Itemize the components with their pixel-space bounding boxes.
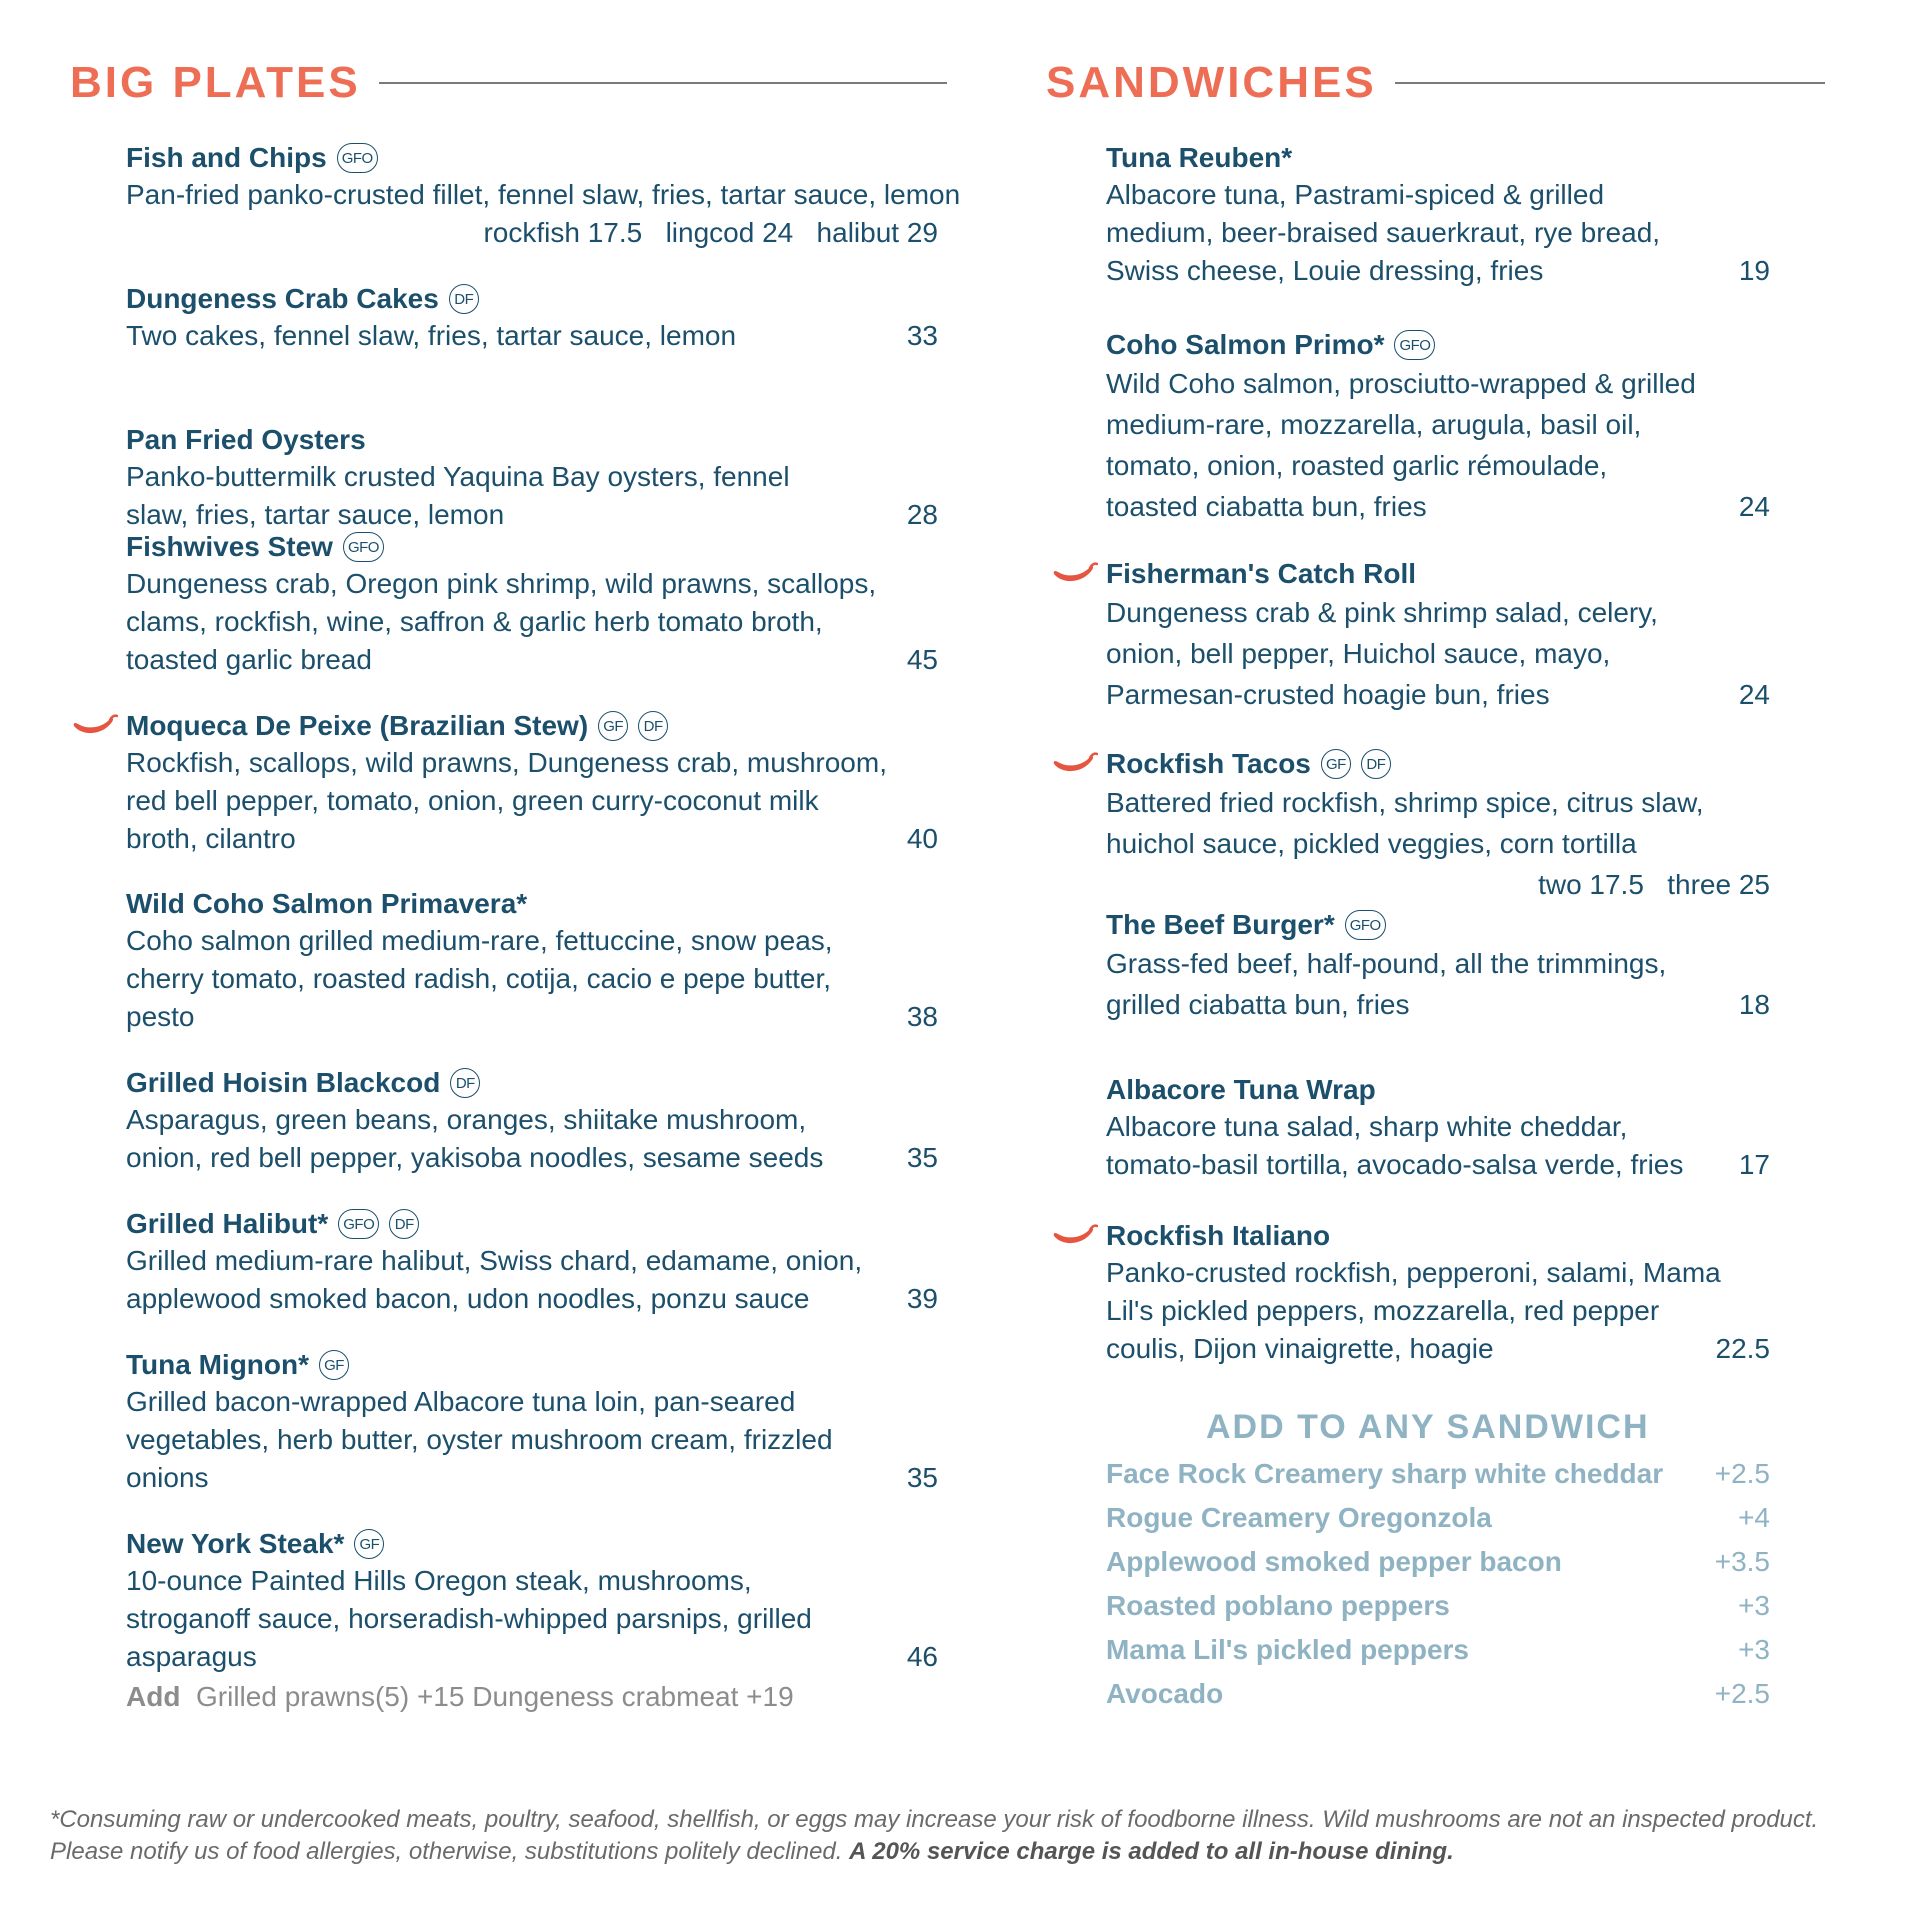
add-on-row-mama-lil-s-pickled-peppers	[1106, 1634, 1770, 1666]
item-name-row	[126, 886, 938, 922]
add-on-name: Mama Lil's pickled peppers	[1106, 1634, 1470, 1665]
item-description-line: Two cakes, fennel slaw, fries, tartar sauce, lemon	[126, 320, 737, 351]
item-price: 45	[906, 644, 938, 675]
item-name-row	[1106, 1072, 1770, 1108]
item-description-line: onion, bell pepper, Huichol sauce, mayo,	[1106, 638, 1611, 669]
item-description-line: tomato-basil tortilla, avocado-salsa verde, fries	[1106, 1149, 1684, 1180]
item-description-line: slaw, fries, tartar sauce, lemon	[126, 499, 505, 530]
footnote-service-charge: A 20% service charge is added to all in-house dining.	[849, 1838, 1454, 1865]
item-description-line: pesto	[126, 1001, 195, 1032]
item-name: Moqueca De Peixe (Brazilian Stew)	[126, 710, 589, 741]
item-price-options: rockfish 17.5 lingcod 24 halibut 29	[483, 217, 938, 248]
item-description-line: Albacore tuna salad, sharp white cheddar,	[1106, 1111, 1628, 1142]
item-description-line: Lil's pickled peppers, mozzarella, red pepper	[1106, 1295, 1660, 1326]
item-price: 17	[1738, 1149, 1770, 1180]
item-description-line: applewood smoked bacon, udon noodles, ponzu sauce	[126, 1283, 810, 1314]
menu-item-moqueca-de-peixe-brazilian-stew	[126, 708, 938, 858]
item-description-line: vegetables, herb butter, oyster mushroom cream, frizzled	[126, 1424, 833, 1455]
menu-item-wild-coho-salmon-primavera	[126, 886, 938, 1036]
item-name: Fish and Chips	[126, 142, 327, 173]
item-price: 35	[906, 1462, 938, 1493]
item-name-row	[1106, 140, 1770, 176]
sandwiches-rule	[1395, 82, 1825, 84]
dietary-badge-df: DF	[450, 1068, 480, 1098]
dietary-badge-gf: GF	[354, 1529, 384, 1559]
chili-pepper-icon	[1052, 562, 1098, 588]
item-name-row	[126, 140, 938, 176]
add-on-row-roasted-poblano-peppers	[1106, 1590, 1770, 1622]
menu-item-pan-fried-oysters	[126, 422, 938, 534]
item-name: New York Steak*	[126, 1528, 345, 1559]
dietary-badge-gfo: GFO	[343, 532, 384, 562]
item-description-line: toasted garlic bread	[126, 644, 372, 675]
addon-text: Grilled prawns(5) +15 Dungeness crabmeat +19	[196, 1681, 794, 1712]
item-name: Pan Fried Oysters	[126, 424, 366, 455]
big-plates-header	[70, 58, 947, 108]
item-price: 35	[906, 1142, 938, 1173]
dietary-badge-gf: GF	[598, 711, 628, 741]
dietary-badge-df: DF	[1361, 749, 1391, 779]
menu-item-coho-salmon-primo	[1106, 327, 1770, 527]
dietary-badge-df: DF	[389, 1209, 419, 1239]
add-on-name: Face Rock Creamery sharp white cheddar	[1106, 1458, 1664, 1489]
add-on-name: Applewood smoked pepper bacon	[1106, 1546, 1562, 1577]
menu-item-grilled-hoisin-blackcod	[126, 1065, 938, 1177]
item-description-line: Wild Coho salmon, prosciutto-wrapped & grilled	[1106, 368, 1696, 399]
item-price: 24	[1738, 491, 1770, 522]
item-description-line: cherry tomato, roasted radish, cotija, cacio e pepe butter,	[126, 963, 832, 994]
item-description-line: Grass-fed beef, half-pound, all the trimmings,	[1106, 948, 1667, 979]
menu-item-fish-and-chips	[126, 140, 961, 252]
chili-pepper-icon	[72, 714, 118, 740]
item-name: Fishwives Stew	[126, 531, 333, 562]
add-on-price: +3	[1738, 1590, 1770, 1621]
item-description-line: Dungeness crab & pink shrimp salad, celery,	[1106, 597, 1658, 628]
dietary-badge-df: DF	[638, 711, 668, 741]
dietary-badge-gf: GF	[1321, 749, 1351, 779]
add-on-price: +3.5	[1714, 1546, 1770, 1577]
item-name-row	[1106, 556, 1770, 592]
dietary-badge-gfo: GFO	[1394, 330, 1435, 360]
item-description-line: Coho salmon grilled medium-rare, fettuccine, snow peas,	[126, 925, 833, 956]
item-name: Albacore Tuna Wrap	[1106, 1074, 1376, 1105]
item-name: Grilled Hoisin Blackcod	[126, 1067, 441, 1098]
item-description-line: coulis, Dijon vinaigrette, hoagie	[1106, 1333, 1494, 1364]
add-to-sandwich-title: ADD TO ANY SANDWICH	[1206, 1408, 1650, 1446]
item-name-row	[126, 422, 938, 458]
item-description-line: medium, beer-braised sauerkraut, rye bread,	[1106, 217, 1661, 248]
item-price: 24	[1738, 679, 1770, 710]
menu-item-the-beef-burger	[1106, 907, 1770, 1025]
menu-item-dungeness-crab-cakes	[126, 281, 938, 355]
dietary-badge-gfo: GFO	[337, 143, 378, 173]
item-name-row	[126, 529, 938, 565]
item-description-line: broth, cilantro	[126, 823, 296, 854]
item-description-line: asparagus	[126, 1641, 257, 1672]
menu-item-fishwives-stew	[126, 529, 938, 679]
item-description-line: Albacore tuna, Pastrami-spiced & grilled	[1106, 179, 1605, 210]
item-price: 28	[906, 499, 938, 530]
item-price: 22.5	[1715, 1333, 1770, 1364]
addon-label: Add	[126, 1681, 181, 1712]
item-name: Rockfish Tacos	[1106, 748, 1311, 779]
menu-item-tuna-reuben	[1106, 140, 1770, 290]
big-plates-title: BIG PLATES	[70, 58, 361, 107]
add-on-name: Rogue Creamery Oregonzola	[1106, 1502, 1492, 1533]
item-name-row	[1106, 327, 1770, 363]
menu-item-fisherman-s-catch-roll	[1106, 556, 1770, 715]
item-description-line: 10-ounce Painted Hills Oregon steak, mushrooms,	[126, 1565, 752, 1596]
add-on-price: +4	[1738, 1502, 1770, 1533]
add-on-name: Roasted poblano peppers	[1106, 1590, 1450, 1621]
item-name: Dungeness Crab Cakes	[126, 283, 439, 314]
item-description-line: clams, rockfish, wine, saffron & garlic herb tomato broth,	[126, 606, 823, 637]
item-description-line: Asparagus, green beans, oranges, shiitake mushroom,	[126, 1104, 807, 1135]
item-name-row	[126, 1526, 938, 1562]
item-price: 40	[906, 823, 938, 854]
item-name-row	[126, 281, 938, 317]
item-description-line: grilled ciabatta bun, fries	[1106, 989, 1410, 1020]
item-description-line: Swiss cheese, Louie dressing, fries	[1106, 255, 1544, 286]
chili-pepper-icon	[1052, 752, 1098, 778]
add-on-name: Avocado	[1106, 1678, 1224, 1709]
item-description-line: tomato, onion, roasted garlic rémoulade,	[1106, 450, 1608, 481]
item-name: Wild Coho Salmon Primavera*	[126, 888, 528, 919]
add-on-price: +2.5	[1714, 1458, 1770, 1489]
item-description-line: Parmesan-crusted hoagie bun, fries	[1106, 679, 1550, 710]
item-description-line: Panko-crusted rockfish, pepperoni, salami, Mama	[1106, 1257, 1721, 1288]
item-price: 19	[1738, 255, 1770, 286]
item-description-line: medium-rare, mozzarella, arugula, basil oil,	[1106, 409, 1642, 440]
sandwiches-title: SANDWICHES	[1046, 58, 1377, 107]
item-description-line: Grilled bacon-wrapped Albacore tuna loin, pan-seared	[126, 1386, 796, 1417]
item-description-line: onions	[126, 1462, 209, 1493]
item-description-line: huichol sauce, pickled veggies, corn tortilla	[1106, 828, 1637, 859]
menu-item-albacore-tuna-wrap	[1106, 1072, 1770, 1184]
add-on-row-avocado	[1106, 1678, 1770, 1710]
add-on-row-face-rock-creamery-sharp-white-cheddar	[1106, 1458, 1770, 1490]
item-description-line: stroganoff sauce, horseradish-whipped parsnips, grilled	[126, 1603, 812, 1634]
dietary-badge-gfo: GFO	[1345, 910, 1386, 940]
item-name: Tuna Mignon*	[126, 1349, 309, 1380]
add-on-row-rogue-creamery-oregonzola	[1106, 1502, 1770, 1534]
footnote-line-1: *Consuming raw or undercooked meats, poultry, seafood, shellfish, or eggs may increase your risk of foodborne illness. Wild mushrooms are not an inspected product.	[50, 1806, 1819, 1833]
item-description-line: red bell pepper, tomato, onion, green curry-coconut milk	[126, 785, 819, 816]
menu-item-grilled-halibut	[126, 1206, 938, 1318]
item-description-line: Panko-buttermilk crusted Yaquina Bay oysters, fennel	[126, 461, 790, 492]
item-name-row	[1106, 1218, 1770, 1254]
item-name: Rockfish Italiano	[1106, 1220, 1331, 1251]
add-on-price: +3	[1738, 1634, 1770, 1665]
item-price: 46	[906, 1641, 938, 1672]
item-name: Fisherman's Catch Roll	[1106, 558, 1417, 589]
item-description-line: Rockfish, scallops, wild prawns, Dungeness crab, mushroom,	[126, 747, 887, 778]
item-name-row	[126, 708, 938, 744]
item-price: 33	[906, 320, 938, 351]
item-description-line: Grilled medium-rare halibut, Swiss chard, edamame, onion,	[126, 1245, 863, 1276]
item-description-line: Battered fried rockfish, shrimp spice, citrus slaw,	[1106, 787, 1704, 818]
big-plates-rule	[379, 82, 947, 84]
item-name-row	[126, 1065, 938, 1101]
item-price: 38	[906, 1001, 938, 1032]
item-name: Coho Salmon Primo*	[1106, 329, 1385, 360]
sandwiches-header	[1046, 58, 1825, 108]
chili-pepper-icon	[1052, 1224, 1098, 1250]
item-price: 18	[1738, 989, 1770, 1020]
dietary-badge-gf: GF	[319, 1350, 349, 1380]
item-name: Grilled Halibut*	[126, 1208, 329, 1239]
item-name-row	[1106, 907, 1770, 943]
item-description-line: Dungeness crab, Oregon pink shrimp, wild prawns, scallops,	[126, 568, 877, 599]
big-plates-addons	[126, 1681, 794, 1713]
item-name: The Beef Burger*	[1106, 909, 1335, 940]
item-description-line: toasted ciabatta bun, fries	[1106, 491, 1427, 522]
dietary-badge-df: DF	[449, 284, 479, 314]
menu-item-tuna-mignon	[126, 1347, 938, 1497]
menu-item-rockfish-tacos	[1106, 746, 1770, 905]
item-description-line: onion, red bell pepper, yakisoba noodles, sesame seeds	[126, 1142, 824, 1173]
add-on-price: +2.5	[1714, 1678, 1770, 1709]
item-price-options: two 17.5 three 25	[1538, 869, 1770, 900]
menu-item-new-york-steak	[126, 1526, 938, 1676]
item-name-row	[126, 1347, 938, 1383]
menu-item-rockfish-italiano	[1106, 1218, 1770, 1368]
item-name-row	[1106, 746, 1770, 782]
item-name: Tuna Reuben*	[1106, 142, 1293, 173]
item-price: 39	[906, 1283, 938, 1314]
footnote-line-2	[50, 1838, 1454, 1866]
add-on-row-applewood-smoked-pepper-bacon	[1106, 1546, 1770, 1578]
dietary-badge-gfo: GFO	[338, 1209, 379, 1239]
footnote-allergy-text: Please notify us of food allergies, otherwise, substitutions politely declined.	[50, 1838, 843, 1865]
item-name-row	[126, 1206, 938, 1242]
item-description-line: Pan-fried panko-crusted fillet, fennel slaw, fries, tartar sauce, lemon	[126, 179, 961, 210]
